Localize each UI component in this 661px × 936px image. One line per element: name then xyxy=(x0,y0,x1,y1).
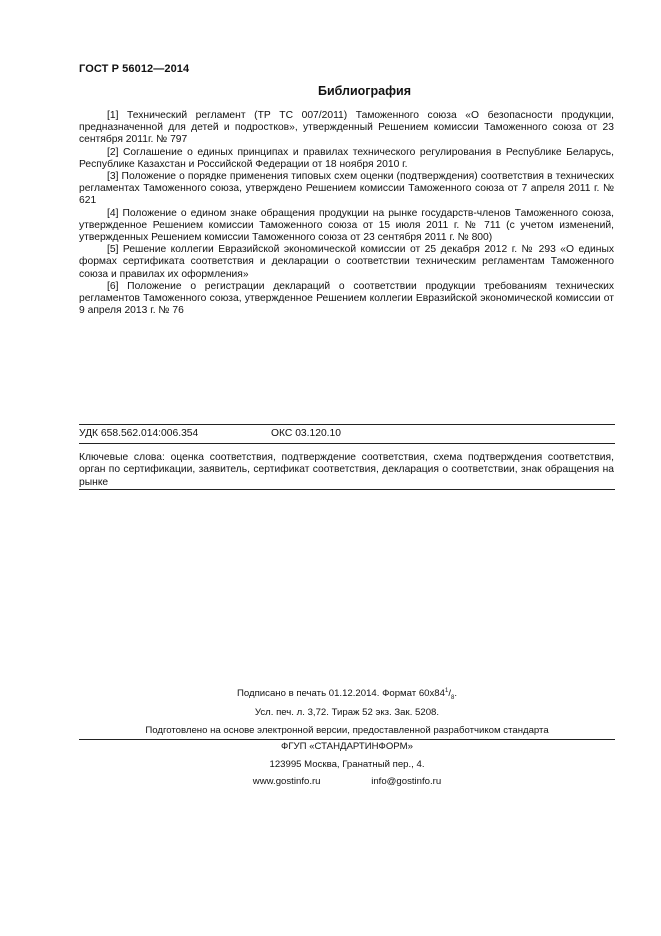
bibliography-item: [1] Технический регламент (ТР ТС 007/2011) Таможенного союза «О безопасности продукции, предназначенной для детей и подростков», утвержденный Решением комиссии Таможенного союза от 23 сентября 2011г. № 797 xyxy=(79,110,614,146)
classification-top-divider xyxy=(79,424,615,425)
publisher-address: 123995 Москва, Гранатный пер., 4. xyxy=(269,759,425,770)
format-superscript: 1 xyxy=(444,688,449,694)
bibliography-item: [3] Положение о порядке применения типовых схем оценки (подтверждения) соответствия в технических регламентах Таможенного союза, утверждено Решением комиссии Таможенного союза от 7 апреля 2011 г. № 621 xyxy=(79,171,614,207)
website-link[interactable]: www.gostinfo.ru xyxy=(252,776,321,787)
format-suffix: . xyxy=(454,688,458,700)
imprint-prepared: Подготовлено на основе электронной версии, предоставленной разработчиком стандарта xyxy=(145,725,549,736)
udk-code: УДК 658.562.014:006.354 xyxy=(79,428,199,439)
keywords-divider xyxy=(79,489,615,490)
bibliography-item: [2] Соглашение о единых принципах и правилах технического регулирования в Республике Беларусь, Республике Казахстан и Российской Федерации от 18 ноября 2010 г. xyxy=(79,146,614,170)
classification-bottom-divider xyxy=(79,443,615,444)
imprint-divider xyxy=(79,739,615,740)
email-link[interactable]: info@gostinfo.ru xyxy=(371,776,442,787)
bibliography-item: [6] Положение о регистрации деклараций о соответствии продукции требованиям технических регламентов Таможенного союза, утвержденное Решением коллегии Евразийской экономической комиссии от 9 апреля 2013 г. № 76 xyxy=(79,280,614,317)
imprint-sheets: Усл. печ. л. 3,72. Тираж 52 экз. Зак. 5208. xyxy=(254,707,440,718)
bibliography-title: Библиография xyxy=(317,84,412,98)
bibliography-item: [5] Решение коллегии Евразийской экономической комиссии от 25 декабря 2012 г. № 293 «О единых формах сертификата соответствия и декларации о соответствии техническим регламентам Таможенного союза и правилах их оформления» xyxy=(79,244,614,280)
bibliography-list xyxy=(79,110,614,317)
format-subscript: 8 xyxy=(451,695,455,702)
imprint-signed-text: Подписано в печать 01.12.2014. Формат 60х84 xyxy=(236,688,445,700)
keywords-text: Ключевые слова: оценка соответствия, подтверждение соответствия, схема подтверждения соответствия, орган по сертификации, заявитель, сертификат соответствия, декларация о соответствии, знак обращения на рынке xyxy=(79,452,614,488)
oks-code: ОКС 03.120.10 xyxy=(271,428,341,439)
bibliography-item: [4] Положение о едином знаке обращения продукции на рынке государств-членов Таможенного союза, утвержденное Решением комиссии Таможенного союза от 15 июля 2011 г. № 711 (с учетом изменений, утвержденных Решением комиссии Таможенного союза от 23 сентября 2011 г. № 800) xyxy=(79,207,614,244)
imprint-signed-line: Подписано в печать 01.12.2014. Формат $60х84^1/_8$. xyxy=(236,688,458,702)
document-code: ГОСТ Р 56012—2014 xyxy=(79,63,190,75)
publisher-name: ФГУП «СТАНДАРТИНФОРМ» xyxy=(281,741,413,752)
publisher-contacts xyxy=(79,776,615,787)
